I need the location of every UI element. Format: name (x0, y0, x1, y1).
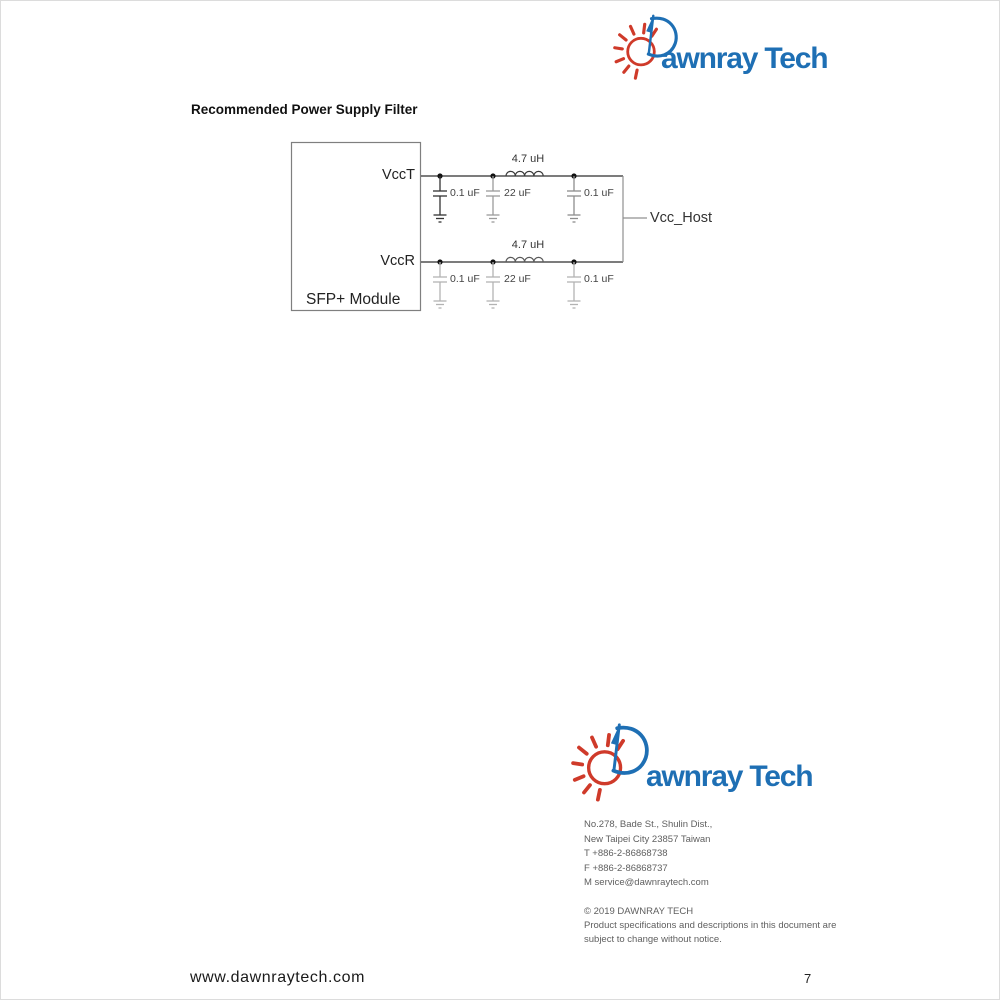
capacitor-symbol (567, 176, 581, 222)
cap-label-top-3: 0.1 uF (584, 187, 614, 199)
cap-label-top-2: 22 uF (504, 187, 531, 199)
pin-label-vccr: VccR (380, 253, 415, 269)
cap-label-bottom-1: 0.1 uF (450, 273, 480, 285)
email-line: M service@dawnraytech.com (584, 877, 709, 888)
pin-label-vcct: VccT (381, 167, 415, 183)
host-bus (623, 176, 647, 262)
footer-url: www.dawnraytech.com (190, 969, 366, 986)
module-label: SFP+ Module (306, 291, 401, 308)
address-line-2: New Taipei City 23857 Taiwan (584, 833, 711, 845)
contact-block (584, 818, 712, 891)
cap-label-bottom-3: 0.1 uF (584, 273, 614, 285)
cap-label-top-1: 0.1 uF (450, 187, 480, 199)
inductor-symbol (506, 171, 543, 176)
phone-line: T +886-2-86868738 (584, 848, 668, 859)
vcc-host-label: Vcc_Host (650, 210, 713, 226)
notice-line-2: subject to change without notice. (584, 934, 722, 945)
power-filter-schematic (1, 1, 1000, 1000)
inductor-label-top: 4.7 uH (511, 153, 545, 165)
inductor-symbol (506, 257, 543, 262)
legal-block (584, 905, 836, 947)
page-number: 7 (804, 971, 812, 986)
dawnray-sun-icon (571, 719, 655, 803)
capacitor-symbol (433, 176, 447, 222)
brand-wordmark: awnray Tech (661, 42, 828, 75)
brand-wordmark: awnray Tech (646, 760, 813, 793)
address-line-1: No.278, Bade St., Shulin Dist., (584, 819, 713, 830)
cap-label-bottom-2: 22 uF (504, 273, 531, 285)
capacitor-symbol (486, 262, 500, 308)
capacitor-symbol (433, 262, 447, 308)
capacitor-symbol (567, 262, 581, 308)
fax-line: F +886-2-86868737 (584, 862, 668, 874)
inductor-label-bottom: 4.7 uH (511, 239, 545, 251)
page-title: Recommended Power Supply Filter (191, 102, 418, 117)
copyright-line: © 2019 DAWNRAY TECH (584, 906, 694, 917)
capacitor-symbol (486, 176, 500, 222)
notice-line-1: Product specifications and descriptions in this document are (584, 920, 837, 931)
